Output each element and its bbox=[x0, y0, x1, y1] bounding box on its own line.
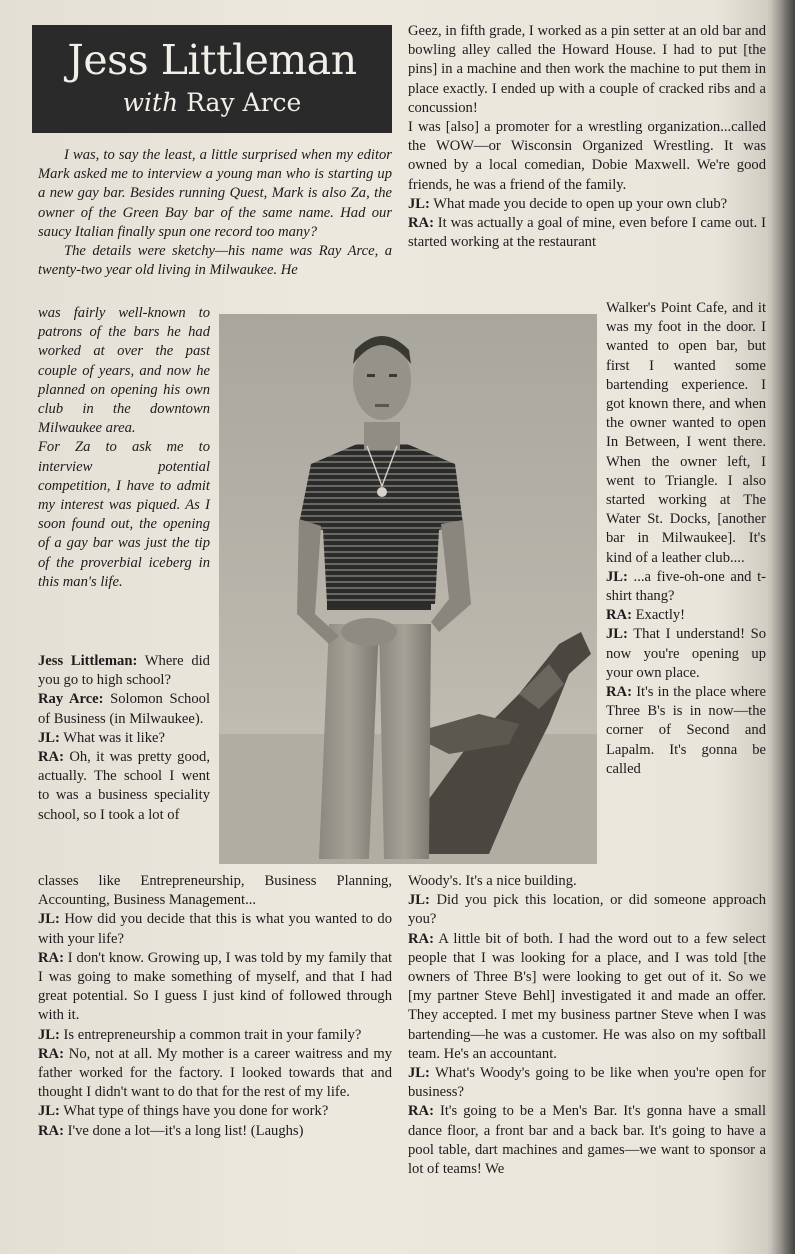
qa-line: JL: What's Woody's going to be like when you're open for business? bbox=[408, 1065, 766, 1101]
right-paragraph-2: I was [also] a promoter for a wrestling organization...called the WOW—or Wisconsin Organized Wrestling. It was owned by a local comedian, Dobie Maxwell. We're good friends, he was a friend of the family. bbox=[408, 119, 766, 193]
qa-line: RA: Oh, it was pretty good, actually. The school I went to was a business speciality school, so I took a lot of bbox=[38, 749, 210, 823]
article-subtitle bbox=[32, 82, 392, 118]
intro-wrap-block bbox=[38, 304, 210, 592]
qa-line: JL: That I understand! So now you're opening up your own place. bbox=[606, 626, 766, 681]
subtitle-name: Ray Arce bbox=[186, 88, 302, 117]
left-wrap-interview bbox=[38, 652, 210, 825]
qa-line: JL: Did you pick this location, or did someone approach you? bbox=[408, 892, 766, 928]
qa-line: RA: A little bit of both. I had the word out to a few select people that I was looking for a place, and I was told [the owners of Three B's] were looking to get out of it. So we [my partner Steve Behl] investigated it and made an offer. They accepted. I met my business partner Steve when I was bartending—he was a customer. He was also on my softball team. He's an accountant. bbox=[408, 930, 766, 1062]
qa-line: Walker's Point Cafe, and it was my foot in the door. I wanted to open bar, but first I wanted some bartending experience. I got known there, and when the owner wanted to open In Between, I went there. When the owner left, I went to Triangle. I also started working at The Water St. Docks, [another bar in Milwaukee]. It's kind of a leather club.... bbox=[606, 300, 766, 566]
portrait-photo-drawing bbox=[219, 314, 597, 864]
intro-paragraph-1: I was, to say the least, a little surprised when my editor Mark asked me to interview a young man who is starting up a new gay bar. Besides running Quest, Mark is also Za, the owner of the Green Bay bar of the same name. Had our saucy Italian finally spun one record too many? bbox=[38, 147, 392, 240]
page-edge-shadow bbox=[767, 0, 795, 1254]
portrait-photo bbox=[219, 314, 597, 864]
qa-line: JL: What was it like? bbox=[38, 729, 165, 746]
qa-line: RA: No, not at all. My mother is a career waitress and my father worked for the factory. I looked towards that and thought I didn't want to do that for the rest of my life. bbox=[38, 1045, 392, 1101]
qa-line: JL: Is entrepreneurship a common trait in your family? bbox=[38, 1026, 362, 1043]
intro-paragraph-2b: was fairly well-known to patrons of the bars he had worked at over the past couple of years, and now he planned on opening his own club in the downtown Milwaukee area. bbox=[38, 305, 210, 437]
qa-line: RA: I don't know. Growing up, I was told by my family that I was going to make something of myself, and that I had great potential. So I guess I just kind of followed through with it. bbox=[38, 949, 392, 1024]
right-top-interview bbox=[408, 22, 766, 252]
qa-line: Jess Littleman: Where did you go to high school? bbox=[38, 653, 210, 689]
article-title-box bbox=[32, 25, 392, 133]
continued-line: classes like Entrepreneurship, Business Planning, Accounting, Business Management... bbox=[38, 873, 392, 909]
intro-block bbox=[38, 146, 392, 280]
qa-line: RA: Exactly! bbox=[606, 607, 686, 624]
qa-line: JL: ...a five-oh-one and t-shirt thang? bbox=[606, 568, 766, 605]
qa-line: JL: What type of things have you done for work? bbox=[38, 1103, 329, 1120]
intro-paragraph-2a: The details were sketchy—his name was Ray Arce, a twenty-two year old living in Milwaukee. He bbox=[38, 243, 392, 279]
right-bottom-interview bbox=[408, 872, 766, 1179]
qa-line: JL: How did you decide that this is what you wanted to do with your life? bbox=[38, 911, 392, 947]
intro-paragraph-3: For Za to ask me to interview potential competition, I have to admit my interest was piqued. As I soon found out, the opening of a gay bar was just the tip of the proverbial iceberg in this man's life. bbox=[38, 439, 210, 590]
qa-line: RA: I've done a lot—it's a long list! (Laughs) bbox=[38, 1122, 304, 1139]
continued-line: Woody's. It's a nice building. bbox=[408, 873, 577, 889]
left-bottom-interview bbox=[38, 872, 392, 1141]
article-title: Jess Littleman bbox=[67, 36, 357, 84]
qa-line: RA: It was actually a goal of mine, even before I came out. I started working at the restaurant bbox=[408, 215, 766, 251]
right-paragraph-1: Geez, in fifth grade, I worked as a pin setter at an old bar and bowling alley called the Howard House. I had to put [the pins] in a machine and then work the machine to put them in place exactly. I ended up with a couple of cracked ribs and a concussion! bbox=[408, 23, 766, 116]
right-wrap-interview bbox=[606, 299, 766, 779]
qa-line: Ray Arce: Solomon School of Business (in Milwaukee). bbox=[38, 691, 210, 727]
qa-line: RA: It's in the place where Three B's is in now—the corner of Second and Lapalm. It's gonna be called bbox=[606, 684, 766, 777]
qa-line: RA: It's going to be a Men's Bar. It's gonna have a small dance floor, a front bar and a back bar. It's going to have a pool table, dart machines and games—we want to sponsor a lot of teams! We bbox=[408, 1103, 766, 1178]
subtitle-with: with bbox=[122, 88, 179, 117]
qa-line: JL: What made you decide to open up your own club? bbox=[408, 195, 728, 212]
